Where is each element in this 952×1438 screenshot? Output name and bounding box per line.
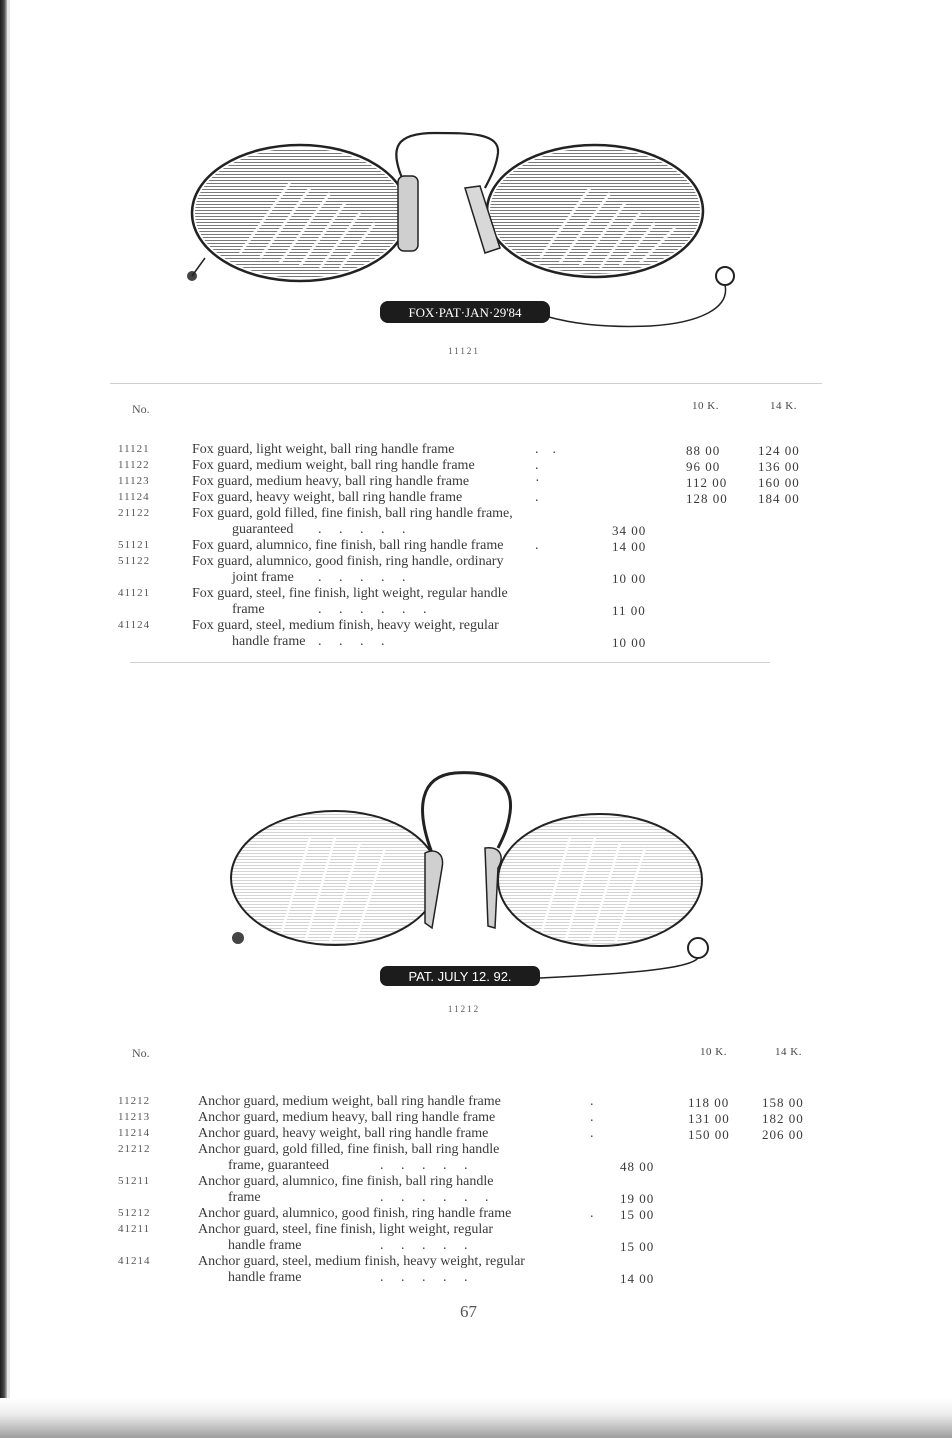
- leader-dots: .: [590, 1126, 594, 1141]
- item-description: Fox guard, heavy weight, ball ring handle frame: [192, 490, 463, 505]
- leader-dots: . . . . .: [318, 522, 406, 537]
- item-description: Fox guard, medium weight, ball ring handle frame: [192, 458, 475, 473]
- item-description: Anchor guard, steel, fine finish, light weight, regular: [198, 1222, 494, 1237]
- item-number: 21122: [118, 507, 151, 519]
- price-single: 10 00: [612, 571, 647, 586]
- leader-dots: .: [535, 458, 539, 473]
- item-number: 11212: [118, 1095, 151, 1107]
- item-number: 51122: [118, 555, 151, 567]
- price-14k: 184 00: [758, 491, 800, 506]
- price-14k: 136 00: [758, 459, 800, 474]
- fox-guard-eyeglasses-illustration: [180, 128, 760, 333]
- price-14k: 182 00: [762, 1111, 804, 1126]
- item-number: 21212: [118, 1143, 151, 1155]
- price-14k: 158 00: [762, 1095, 804, 1110]
- price-single: 34 00: [612, 523, 647, 538]
- leader-dots: . .: [535, 442, 556, 457]
- item-number: 11121: [118, 443, 150, 455]
- book-gutter: [7, 0, 10, 1438]
- column-header-no: No.: [132, 402, 150, 416]
- table-top-rule: [110, 383, 822, 384]
- item-description: Anchor guard, steel, medium finish, heavy weight, regular: [198, 1254, 525, 1269]
- leader-dots: .: [535, 538, 539, 553]
- column-header-14k: 14 K.: [775, 1046, 802, 1058]
- item-description: Fox guard, steel, medium finish, heavy weight, regular: [192, 618, 499, 633]
- column-header-10k: 10 K.: [700, 1046, 727, 1058]
- item-number: 11123: [118, 475, 150, 487]
- price-single: 15 00: [620, 1207, 655, 1222]
- item-description: Fox guard, alumnico, fine finish, ball ring handle frame: [192, 538, 504, 553]
- item-number: 11213: [118, 1111, 151, 1123]
- item-description: Anchor guard, gold filled, fine finish, ball ring handle: [198, 1142, 500, 1157]
- price-single: 15 00: [620, 1239, 655, 1254]
- leader-dots: . . . . . .: [318, 602, 427, 617]
- item-description: Anchor guard, alumnico, good finish, ring handle frame: [198, 1206, 512, 1221]
- item-description-continued: joint frame: [232, 570, 294, 585]
- item-description-continued: handle frame: [228, 1238, 302, 1253]
- item-number: 51121: [118, 539, 151, 551]
- price-14k: 160 00: [758, 475, 800, 490]
- price-10k: 88 00: [686, 443, 721, 458]
- table-bottom-rule: [130, 662, 770, 663]
- price-single: 10 00: [612, 635, 647, 650]
- leader-dots: .: [535, 490, 539, 505]
- price-14k: 124 00: [758, 443, 800, 458]
- price-single: 48 00: [620, 1159, 655, 1174]
- item-description-continued: handle frame: [228, 1270, 302, 1285]
- item-description: Fox guard, alumnico, good finish, ring handle, ordinary: [192, 554, 504, 569]
- page-bottom-shadow: [0, 1398, 952, 1438]
- item-description: Fox guard, medium heavy, ball ring handle frame: [192, 474, 470, 489]
- leader-dots: . . . . .: [318, 570, 406, 585]
- item-number: 11124: [118, 491, 150, 503]
- item-description: Anchor guard, medium heavy, ball ring handle frame: [198, 1110, 496, 1125]
- item-number: 41121: [118, 587, 151, 599]
- leader-dots: . . . . .: [380, 1238, 468, 1253]
- patent-plate-text: PAT. JULY 12. 92.: [408, 969, 512, 984]
- price-10k: 96 00: [686, 459, 721, 474]
- leader-dots: . . . . . .: [380, 1190, 489, 1205]
- item-description-continued: frame, guaranteed: [228, 1158, 330, 1173]
- leader-dots: .: [590, 1110, 594, 1125]
- leader-dots: .: [590, 1206, 594, 1221]
- leader-dots: .: [590, 1094, 594, 1109]
- item-number: 51211: [118, 1175, 151, 1187]
- item-description-continued: guaranteed: [232, 522, 294, 537]
- price-single: 14 00: [620, 1271, 655, 1286]
- item-description-continued: handle frame: [232, 634, 306, 649]
- price-10k: 118 00: [688, 1095, 730, 1110]
- item-description-continued: frame: [228, 1190, 261, 1205]
- book-spine-shadow: [0, 0, 7, 1438]
- page-number: 67: [460, 1302, 477, 1321]
- item-number: 11214: [118, 1127, 151, 1139]
- price-14k: 206 00: [762, 1127, 804, 1142]
- item-description: Fox guard, gold filled, fine finish, ball ring handle frame,: [192, 506, 513, 521]
- column-header-14k: 14 K.: [770, 400, 797, 412]
- item-number: 41124: [118, 619, 151, 631]
- price-10k: 128 00: [686, 491, 728, 506]
- item-description: Anchor guard, heavy weight, ball ring handle frame: [198, 1126, 489, 1141]
- anchor-guard-eyeglasses-illustration: [220, 768, 720, 998]
- leader-dots: . . . . .: [380, 1158, 468, 1173]
- price-10k: 112 00: [686, 475, 728, 490]
- leader-dots: . . . . .: [380, 1270, 468, 1285]
- leader-dots: . . . .: [318, 634, 385, 649]
- price-single: 19 00: [620, 1191, 655, 1206]
- item-number: 41211: [118, 1223, 151, 1235]
- price-10k: 150 00: [688, 1127, 730, 1142]
- item-description-continued: frame: [232, 602, 265, 617]
- column-header-10k: 10 K.: [692, 400, 719, 412]
- item-description: Fox guard, light weight, ball ring handle frame: [192, 442, 455, 457]
- item-description: Anchor guard, medium weight, ball ring handle frame: [198, 1094, 501, 1109]
- patent-plate-text: FOX·PAT·JAN·29'84: [408, 305, 522, 320]
- item-number: 41214: [118, 1255, 151, 1267]
- figure-number: 11121: [448, 346, 480, 356]
- column-header-no: No.: [132, 1046, 150, 1060]
- item-description: Fox guard, steel, fine finish, light weight, regular handle: [192, 586, 508, 601]
- price-single: 11 00: [612, 603, 646, 618]
- item-number: 11122: [118, 459, 150, 471]
- item-description: Anchor guard, alumnico, fine finish, ball ring handle: [198, 1174, 494, 1189]
- item-number: 51212: [118, 1207, 151, 1219]
- price-single: 14 00: [612, 539, 647, 554]
- figure-number: 11212: [447, 1004, 481, 1014]
- leader-dots: ·: [535, 474, 540, 489]
- price-10k: 131 00: [688, 1111, 730, 1126]
